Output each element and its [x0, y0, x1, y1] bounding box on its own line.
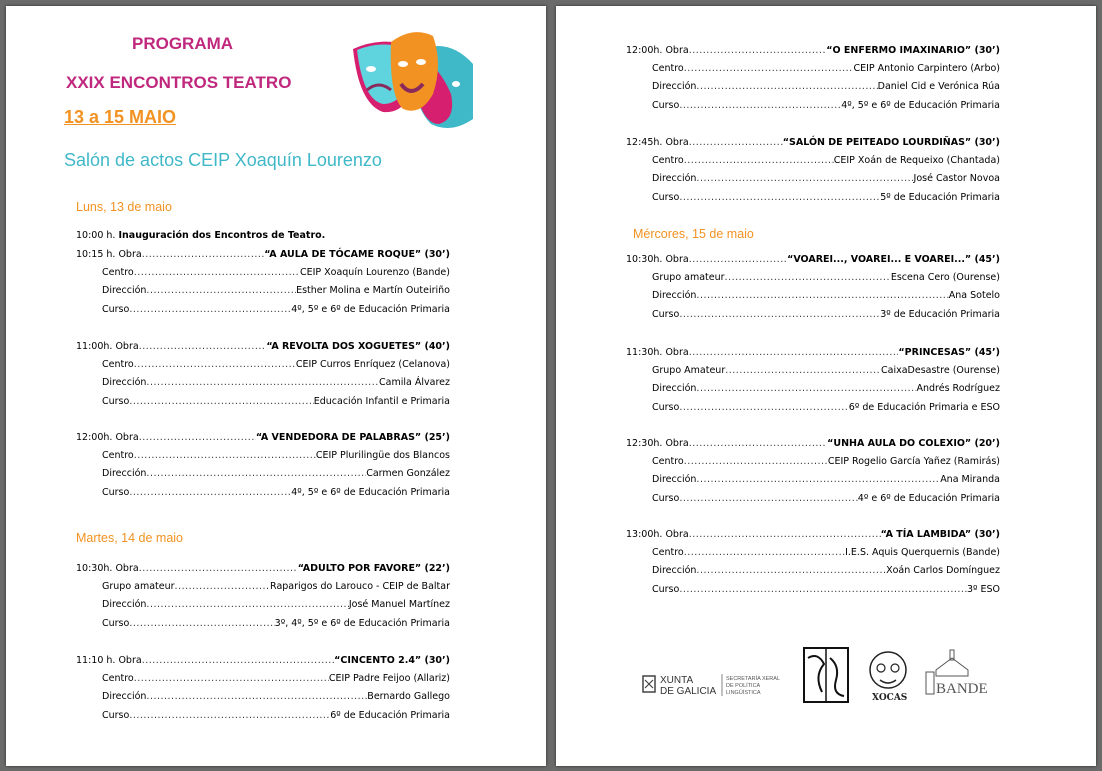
event-header-value: “A REVOLTA DOS XOGUETES” (40’) — [266, 340, 450, 352]
event-detail-row — [652, 452, 1000, 470]
event-detail-row-key: Centro — [652, 62, 684, 74]
event-header-value: “ADULTO POR FAVORE” (22’) — [297, 562, 450, 574]
opening-time: 10:00 h. — [76, 230, 116, 241]
xunta-line1: XUNTA — [660, 675, 694, 686]
event-header-key: 12:00h. Obra — [626, 44, 689, 56]
dot-leader — [146, 285, 296, 296]
event-detail-row-key: Dirección — [102, 599, 147, 610]
xunta-line2: DE GALICIA — [660, 686, 717, 697]
event-header-key: 13:00h. Obra — [626, 528, 689, 540]
event-detail-row — [102, 669, 450, 687]
page-right — [556, 6, 1096, 766]
event-detail-row-value: CEIP Curros Enríquez (Celanova) — [295, 358, 450, 370]
dot-leader — [134, 359, 296, 370]
event-detail-row — [652, 562, 1000, 580]
event-detail-row-key: Centro — [102, 672, 134, 684]
dot-leader — [679, 192, 880, 203]
event-detail-row — [102, 465, 450, 483]
dot-leader — [684, 456, 828, 467]
event-detail-row — [652, 287, 1000, 305]
event-detail-row-value: Xoán Carlos Domínguez — [886, 565, 1000, 576]
dot-leader — [684, 155, 834, 166]
event-detail-row-key: Dirección — [652, 81, 697, 92]
event-detail-row-key: Grupo amateur — [652, 271, 725, 283]
event-header — [76, 559, 450, 577]
event-header — [76, 651, 450, 669]
event-header — [626, 434, 1000, 452]
event-detail-row-key: Grupo amateur — [102, 580, 175, 592]
event-header-value: “UNHA AULA DO COLEXIO” (20’) — [827, 437, 1000, 449]
venue: Salón de actos CEIP Xoaquín Lourenzo — [64, 150, 382, 170]
event-detail-row-key: Dirección — [102, 285, 147, 296]
event-detail-row-key: Curso — [652, 492, 680, 504]
event-detail-row — [652, 380, 1000, 398]
event-header-key: 10:30h. Obra — [626, 253, 689, 265]
event-header-value: “VOAREI..., VOAREI... E VOAREI...” (45’) — [787, 253, 1000, 265]
event-header-key: 12:00h. Obra — [76, 431, 139, 443]
event-header-value: “A TÍA LAMBIDA” (30’) — [880, 528, 1000, 540]
dot-leader — [679, 493, 857, 504]
dot-leader — [129, 618, 274, 629]
event-detail-row-key: Centro — [652, 154, 684, 166]
event-detail-row-value: 3º, 4º, 5º e 6º de Educación Primaria — [274, 617, 450, 629]
dot-leader — [689, 45, 827, 56]
dot-leader — [134, 267, 300, 278]
day-label: Martes, 14 de maio — [76, 531, 183, 545]
dot-leader — [725, 272, 891, 283]
event-detail-row-value: Raparigos do Larouco - CEIP de Baltar — [270, 580, 450, 592]
secretaria-line3: LINGÜÍSTICA — [726, 690, 761, 696]
event-detail-row-value: Bernardo Gallego — [367, 691, 450, 702]
event-detail-row-key: Grupo Amateur — [652, 364, 726, 376]
event-detail-row-key: Dirección — [102, 377, 147, 388]
dot-leader — [689, 137, 783, 148]
event-detail-row-key: Centro — [652, 455, 684, 467]
event-detail-row — [652, 78, 1000, 96]
event-detail-row — [652, 188, 1000, 206]
dot-leader — [139, 432, 256, 443]
event-detail-row-value: Ana Miranda — [940, 474, 1000, 485]
secretaria-line1: SECRETARÍA XERAL — [726, 676, 780, 682]
event-detail-row-key: Dirección — [652, 290, 697, 301]
dot-leader — [696, 81, 877, 92]
event-header-key: 12:45h. Obra — [626, 136, 689, 148]
xunta-logo — [643, 674, 780, 697]
event-header — [626, 343, 1000, 361]
event-detail-row-value: Andrés Rodríguez — [916, 383, 1000, 394]
event-detail-row-key: Dirección — [102, 468, 147, 479]
bande-text: BANDE — [936, 681, 988, 697]
event-detail-row — [102, 596, 450, 614]
event-detail-row — [102, 688, 450, 706]
dot-leader — [142, 655, 334, 666]
event-detail-row — [652, 471, 1000, 489]
event-header — [76, 428, 450, 446]
event-detail-row-key: Dirección — [652, 474, 697, 485]
dot-leader — [679, 584, 967, 595]
event-detail-row-key: Curso — [652, 308, 680, 320]
day-label: Mércores, 15 de maio — [633, 227, 754, 241]
event-detail-row — [652, 361, 1000, 379]
event-detail-row-value: 3º de Educación Primaria — [880, 308, 1000, 320]
event-detail-row-key: Dirección — [102, 691, 147, 702]
dot-leader — [129, 487, 291, 498]
event-detail-row — [102, 392, 450, 410]
event-header-key: 11:30h. Obra — [626, 346, 689, 358]
dot-leader — [142, 249, 265, 260]
event-detail-row — [652, 170, 1000, 188]
event-detail-row-value: 5º de Educación Primaria — [880, 191, 1000, 203]
event-detail-row-key: Curso — [102, 709, 130, 721]
event-detail-row-value: 4º, 5º e 6º de Educación Primaria — [291, 303, 450, 315]
book-logo-icon — [804, 648, 848, 702]
opening-line — [76, 230, 325, 241]
dot-leader — [146, 468, 366, 479]
dot-leader — [696, 565, 886, 576]
dot-leader — [134, 673, 329, 684]
event-header-value: “SALÓN DE PEITEADO LOURDIÑAS” (30’) — [782, 136, 1000, 148]
event-detail-row — [102, 263, 450, 281]
event-detail-row — [652, 398, 1000, 416]
event-detail-row — [652, 151, 1000, 169]
event-detail-row-key: Centro — [102, 449, 134, 461]
event-detail-row-key: Centro — [652, 546, 684, 558]
event-detail-row-value: Camila Álvarez — [379, 377, 450, 388]
event-detail-row-value: 4º, 5º e 6º de Educación Primaria — [291, 486, 450, 498]
event-detail-row — [652, 543, 1000, 561]
event-detail-row-key: Curso — [102, 486, 130, 498]
event-detail-row-value: Carmen González — [366, 468, 450, 479]
event-header — [626, 525, 1000, 543]
event-detail-row-key: Curso — [652, 583, 680, 595]
event-detail-row-value: 3º ESO — [966, 583, 1000, 595]
bande-logo — [926, 650, 988, 697]
dot-leader — [696, 173, 913, 184]
event-detail-row-value: CEIP Antonio Carpintero (Arbo) — [853, 62, 1000, 74]
dot-leader — [696, 290, 948, 301]
event-detail-row — [102, 483, 450, 501]
event-header — [626, 250, 1000, 268]
event-detail-row — [102, 355, 450, 373]
dot-leader — [139, 341, 267, 352]
event-detail-row-key: Curso — [102, 395, 130, 407]
dot-leader — [134, 450, 316, 461]
event-detail-row — [102, 282, 450, 300]
event-detail-row-value: Educación Infantil e Primaria — [313, 395, 450, 407]
event-detail-row-key: Curso — [102, 303, 130, 315]
program-title: PROGRAMA — [132, 34, 234, 53]
dot-leader — [696, 383, 916, 394]
dot-leader — [129, 304, 291, 315]
dot-leader — [725, 365, 881, 376]
event-header — [76, 245, 450, 263]
event-header — [76, 337, 450, 355]
event-detail-row — [652, 96, 1000, 114]
opening-text: Inauguración dos Encontros de Teatro. — [118, 230, 326, 241]
event-detail-row-key: Curso — [102, 617, 130, 629]
event-detail-row-key: Curso — [652, 191, 680, 203]
dot-leader — [146, 691, 367, 702]
theater-masks-icon — [351, 24, 476, 129]
event-header-value: “PRINCESAS” (45’) — [898, 346, 1000, 358]
event-header — [626, 133, 1000, 151]
event-detail-row — [102, 706, 450, 724]
dot-leader — [689, 529, 881, 540]
event-detail-row-value: Ana Sotelo — [948, 290, 1000, 301]
day-label: Luns, 13 de maio — [76, 200, 172, 214]
event-detail-row — [102, 614, 450, 632]
event-header-value: “A AULA DE TÓCAME ROQUE” (30’) — [264, 248, 450, 260]
event-detail-row-value: CaixaDesastre (Ourense) — [881, 364, 1000, 376]
event-detail-row-value: CEIP Xoán de Requeixo (Chantada) — [833, 154, 1000, 166]
event-detail-row-key: Curso — [652, 99, 680, 111]
event-detail-row — [102, 374, 450, 392]
event-detail-row — [652, 580, 1000, 598]
event-detail-row-value: 4º e 6º de Educación Primaria — [857, 492, 1000, 504]
event-header-key: 10:15 h. Obra — [76, 248, 142, 260]
event-detail-row-value: 4º, 5º e 6º de Educación Primaria — [841, 99, 1000, 111]
dot-leader — [689, 347, 899, 358]
event-detail-row-value: Escena Cero (Ourense) — [890, 271, 1000, 283]
dot-leader — [129, 396, 313, 407]
event-detail-row — [102, 446, 450, 464]
event-header-key: 11:00h. Obra — [76, 340, 139, 352]
dot-leader — [689, 254, 787, 265]
event-detail-row — [652, 489, 1000, 507]
secretaria-line2: DE POLÍTICA — [726, 683, 761, 689]
dot-leader — [139, 563, 298, 574]
event-header-key: 10:30h. Obra — [76, 562, 139, 574]
event-detail-row-value: CEIP Plurilingüe dos Blancos — [315, 449, 450, 461]
event-detail-row-value: 6º de Educación Primaria e ESO — [848, 401, 1000, 413]
event-header-value: “O ENFERMO IMAXINARIO” (30’) — [826, 44, 1000, 56]
event-detail-row-value: Esther Molina e Martín Outeiriño — [296, 285, 450, 296]
event-detail-row-key: Dirección — [652, 173, 697, 184]
event-detail-row-value: CEIP Padre Feijoo (Allariz) — [328, 672, 450, 684]
dot-leader — [175, 581, 271, 592]
event-detail-row — [102, 300, 450, 318]
page-left — [6, 6, 546, 766]
event-detail-row-value: CEIP Xoaquín Lourenzo (Bande) — [299, 266, 450, 278]
event-detail-row — [652, 305, 1000, 323]
xocas-text: XOCAS — [872, 693, 908, 703]
dot-leader — [684, 63, 854, 74]
sponsor-logos — [636, 636, 1056, 706]
dot-leader — [146, 377, 379, 388]
event-header-key: 12:30h. Obra — [626, 437, 689, 449]
event-detail-row — [652, 268, 1000, 286]
dot-leader — [679, 402, 848, 413]
dot-leader — [679, 309, 880, 320]
dot-leader — [684, 547, 845, 558]
dot-leader — [689, 438, 827, 449]
event-detail-row-value: 6º de Educación Primaria — [330, 709, 450, 721]
dot-leader — [146, 599, 348, 610]
event-detail-row-key: Centro — [102, 266, 134, 278]
dot-leader — [129, 710, 330, 721]
event-detail-row — [102, 577, 450, 595]
event-detail-row-key: Dirección — [652, 565, 697, 576]
event-detail-row-key: Curso — [652, 401, 680, 413]
event-dates: 13 a 15 MAIO — [64, 107, 177, 127]
event-title: XXIX ENCONTROS TEATRO — [66, 73, 292, 92]
event-detail-row-key: Centro — [102, 358, 134, 370]
event-header-key: 11:10 h. Obra — [76, 654, 142, 666]
xocas-logo — [870, 652, 907, 703]
event-detail-row-value: Daniel Cid e Verónica Rúa — [877, 81, 1000, 92]
event-header-value: “A VENDEDORA DE PALABRAS” (25’) — [255, 431, 450, 443]
event-detail-row-value: I.E.S. Aquis Querquernis (Bande) — [845, 546, 1000, 558]
event-detail-row-key: Dirección — [652, 383, 697, 394]
dot-leader — [679, 100, 841, 111]
event-detail-row — [652, 59, 1000, 77]
dot-leader — [696, 474, 940, 485]
event-header-value: “CINCENTO 2.4” (30’) — [334, 654, 450, 666]
event-header — [626, 41, 1000, 59]
event-detail-row-value: José Castor Novoa — [913, 173, 1000, 184]
event-detail-row-value: CEIP Rogelio García Yañez (Ramirás) — [827, 455, 1000, 467]
event-detail-row-value: José Manuel Martínez — [348, 599, 450, 610]
